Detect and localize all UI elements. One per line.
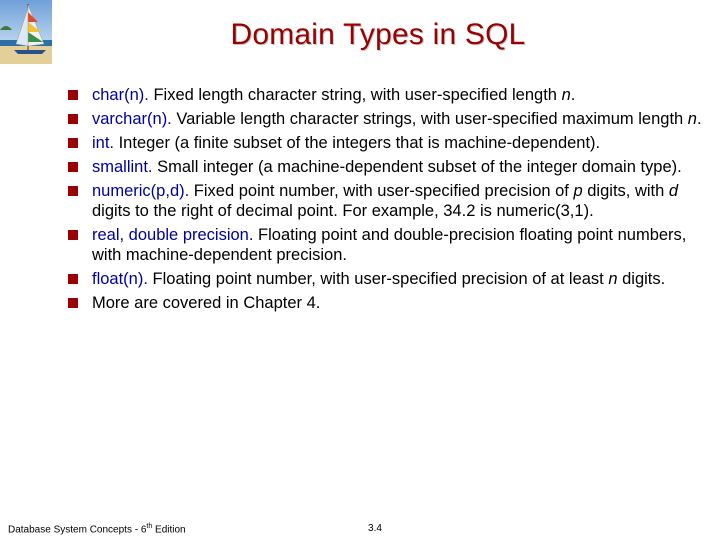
- bullet-square-icon: [68, 114, 78, 124]
- bullet-term: smallint.: [92, 158, 153, 176]
- bullet-text: Variable length character strings, with user-specified maximum length: [171, 110, 688, 128]
- bullet-term: float(n).: [92, 270, 148, 288]
- bullet-text: Small integer (a machine-dependent subset of the integer domain type).: [152, 158, 682, 176]
- bullet-item: [68, 133, 708, 153]
- bullet-term: varchar(n).: [92, 110, 172, 128]
- page-number: 3.4: [368, 523, 382, 534]
- bullet-square-icon: [68, 138, 78, 148]
- bullet-item: [68, 225, 708, 265]
- bullet-text: digits to the right of decimal point. For example, 34.2 is numeric(3,1).: [92, 202, 594, 220]
- bullet-square-icon: [68, 274, 78, 284]
- bullet-square-icon: [68, 298, 78, 308]
- bullet-term: char(n).: [92, 86, 149, 104]
- bullet-item: [68, 269, 708, 289]
- bullet-term: int.: [92, 134, 115, 152]
- bullet-item: [68, 181, 708, 221]
- bullet-variable: n: [608, 270, 618, 288]
- footer-text-before-sup: Database System Concepts - 6: [8, 524, 147, 536]
- footer-book-title: [8, 523, 186, 535]
- bullet-square-icon: [68, 230, 78, 240]
- bullet-text: .: [696, 110, 702, 128]
- bullet-text: Floating point number, with user-specified precision of at least: [147, 270, 609, 288]
- footer-text-after-sup: Edition: [152, 524, 186, 536]
- bullet-square-icon: [68, 186, 78, 196]
- bullet-square-icon: [68, 162, 78, 172]
- bullet-variable: n: [687, 110, 697, 128]
- bullet-text: Fixed length character string, with user-specified length: [148, 86, 562, 104]
- bullet-term: real, double precision.: [92, 226, 254, 244]
- bullet-item: [68, 157, 708, 177]
- bullet-variable: n: [561, 86, 571, 104]
- bullet-square-icon: [68, 90, 78, 100]
- bullet-item: [68, 109, 708, 129]
- bullet-text: Floating point and double-precision floating point numbers, with machine-dependent precision.: [92, 226, 687, 264]
- bullet-text: Fixed point number, with user-specified precision of: [189, 182, 574, 200]
- bullet-text: digits, with: [582, 182, 669, 200]
- bullet-text: Integer (a finite subset of the integers that is machine-dependent).: [114, 134, 601, 152]
- bullet-term: numeric(p,d).: [92, 182, 190, 200]
- slide-title: Domain Types in SQL: [230, 18, 526, 51]
- bullet-text: digits.: [617, 270, 666, 288]
- bullet-text: .: [570, 86, 576, 104]
- bullet-item: [68, 293, 708, 313]
- footer-superscript: th: [146, 523, 153, 530]
- bullet-variable: p: [573, 182, 583, 200]
- bullet-text: More are covered in Chapter 4.: [92, 294, 321, 312]
- bullet-variable: d: [668, 182, 679, 200]
- bullet-list: [68, 85, 708, 317]
- bullet-item: [68, 85, 708, 105]
